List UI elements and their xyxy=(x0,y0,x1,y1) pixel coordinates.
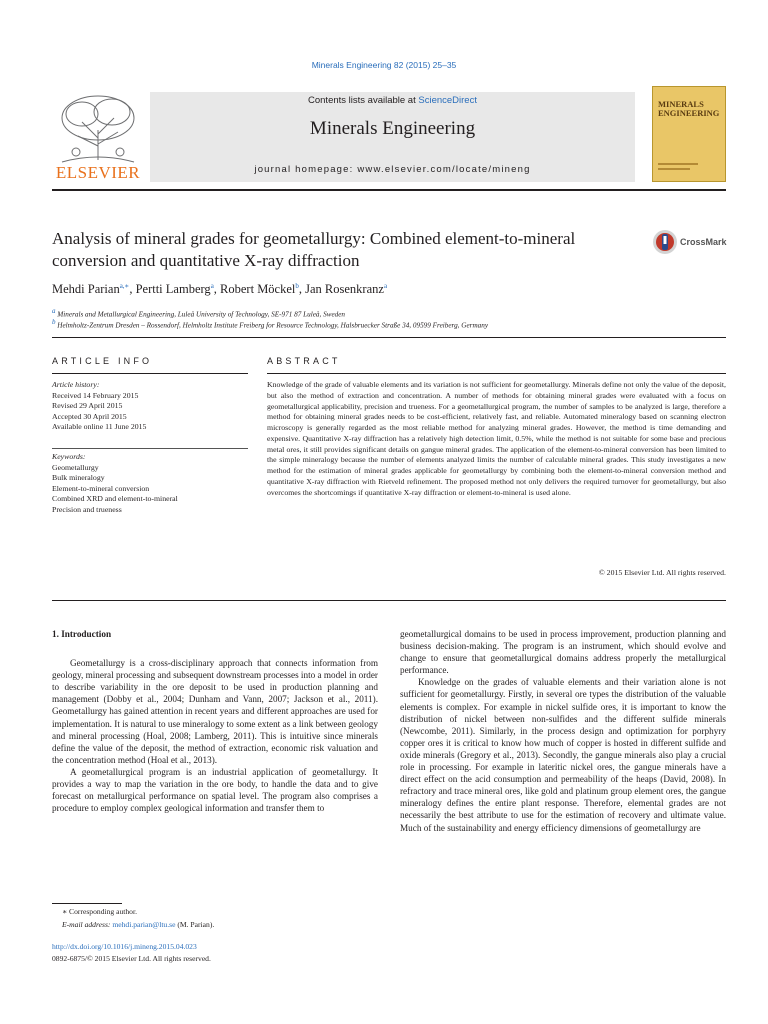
article-title: Analysis of mineral grades for geometallurgy: Combined element-to-mineral conversion and quantitative X-ray diffraction xyxy=(52,229,576,270)
article-info-heading: ARTICLE INFO xyxy=(52,356,153,366)
affiliation-marker: a xyxy=(52,307,56,315)
keywords-block xyxy=(52,452,248,516)
header-divider xyxy=(52,189,726,191)
author-affiliation-marker[interactable]: a xyxy=(210,282,214,290)
author-name[interactable]: Mehdi Parian xyxy=(52,282,120,297)
sciencedirect-link[interactable]: ScienceDirect xyxy=(418,95,477,106)
history-item: Received 14 February 2015 xyxy=(52,390,139,400)
author-name[interactable]: Pertti Lamberg xyxy=(135,282,211,297)
body-paragraph: geometallurgical domains to be used in process improvement, production planning and business decision-making. The program is an instrument, which should evolve and change to ensure that geometallurgical domains address properly the metallurgical performance. xyxy=(400,629,726,676)
keyword-item: Bulk mineralogy xyxy=(52,473,105,483)
issn-line: 0892-6875/© 2015 Elsevier Ltd. All rights reserved. xyxy=(52,954,211,963)
body-paragraph: Geometallurgy is a cross-disciplinary approach that connects information from geology, mineral processing and subsequent downstream processes into a model in order to describe variability in the ore deposit to be used in production planning and management (Dobby et al., 2004; Dunham and Vann, 2007; Jackson et al., 2011). Geometallurgy has gained attention in recent years and different approaches are used for implementation. It is natural to use mineralogy to some extent as a link between geology and mineral processing (Hoal, 2008; Lamberg, 2011). This is intuitive since minerals define the value of the deposit, the method of extraction, economic risk valuation and the concentration method (Hoal et al., 2013). xyxy=(52,658,378,765)
crossmark-icon[interactable] xyxy=(652,229,678,255)
cover-decoration xyxy=(658,163,698,165)
body-paragraph: Knowledge on the grades of valuable elements and their variation alone is not sufficient for geometallurgy. Firstly, in several ore types the distribution of the valuable elements is complex. For example in nickel sulfide ores, it is important to know the distribution of nickel between non-sulfides and the different sulfide minerals (Newcombe, 2011). Similarly, in the process design and optimization for porphyry copper ores it is critical to know how much of copper is hosted in different sulfide and oxide minerals (Gregory et al., 2013). Secondly, the gangue minerals also play a crucial role in processing. For example in lateritic nickel ores, the gangue minerals have a direct effect on the acid consumption and permeability of the heaps (David, 2008). In refractory and trace mineral ores, like gold and platinum group element ores, the gangue mineralogy defines the entire plant response. Therefore, elemental grades are not necessarily the best attribute to use for the estimation of recovery and ultimate value. Much of the sustainability and energy efficiency dimensions of geometallurgy are xyxy=(400,677,726,833)
doi-link[interactable]: http://dx.doi.org/10.1016/j.mineng.2015.04.023 xyxy=(52,942,197,951)
title-divider xyxy=(52,337,726,338)
affiliation-text: Minerals and Metallurgical Engineering, Luleå University of Technology, SE-971 87 Luleå, Sweden xyxy=(57,310,346,319)
body-column-left xyxy=(52,628,378,814)
keyword-item: Geometallurgy xyxy=(52,462,99,472)
keywords-rule xyxy=(52,448,248,449)
keyword-item: Precision and trueness xyxy=(52,504,122,514)
author-affiliation-marker[interactable]: b xyxy=(295,282,299,290)
body-column-right xyxy=(400,628,726,834)
corresponding-author-note: ∗ Corresponding author. xyxy=(62,907,137,916)
email-suffix: (M. Parian). xyxy=(177,920,215,929)
keyword-item: Combined XRD and element-to-mineral xyxy=(52,494,178,504)
abstract-heading: ABSTRACT xyxy=(267,356,341,366)
keyword-item: Element-to-mineral conversion xyxy=(52,483,150,493)
keywords-list xyxy=(52,463,248,516)
email-link[interactable]: mehdi.parian@ltu.se xyxy=(112,920,176,929)
affiliation-a xyxy=(52,307,345,318)
author-name[interactable]: Jan Rosenkranz xyxy=(305,282,384,297)
email-note xyxy=(62,920,214,929)
keywords-label: Keywords: xyxy=(52,452,86,461)
affiliation-text: Helmholtz-Zentrum Dresden – Rossendorf, Helmholtz Institute Freiberg for Resource Technology, Halsbruecker Straße 34, 09599 Freiberg, Germany xyxy=(57,321,489,330)
author-separator: , xyxy=(298,282,306,297)
affiliation-marker: b xyxy=(52,318,56,326)
author-separator: , xyxy=(129,282,136,297)
elsevier-wordmark: ELSEVIER xyxy=(55,163,141,182)
section-heading: 1. Introduction xyxy=(52,629,112,639)
abstract-text: Knowledge of the grade of valuable elements and its variation is not sufficient for geometallurgy. Minerals define not only the value of the deposit, but also the method of extraction and concentration. A number of methods for obtaining mineral grades were evaluated with a focus on geometallurgical applicability, precision and trueness. For a geometallurgical program, the number of samples to be analyzed is large, therefore a method for obtaining mineral grades needs to be cost-efficient, relatively fast, and reliable. Automated mineralogy based on scanning electron microscopy is generally regarded as the most reliable method for analyzing mineral grades. However, the method is time demanding and expensive. Quantitative X-ray diffraction has a relatively high detection limit, 0.5%, while the method is not suitable for some base and precious metal ores, it still provides significant details on gangue mineral grades. The application of the element-to-mineral conversion has been limited to the simple mineralogy because the number of elements analyzed limits the number of calculable mineral grades. This study investigates a new method for the estimation of mineral grades applicable for geometallurgy by combining both the element-to-mineral conversion method and quantitative X-ray diffraction with Rietveld refinement. The proposed method not only delivers the required turnover for geometallurgy, but also overcomes the shortcomings if quantitative X-ray diffraction or element-to-mineral is used alone. xyxy=(267,380,726,497)
article-info-rule xyxy=(52,373,248,374)
article-history xyxy=(52,380,248,433)
email-label: E-mail address: xyxy=(62,920,111,929)
cover-decoration xyxy=(658,168,690,170)
abstract-copyright: © 2015 Elsevier Ltd. All rights reserved. xyxy=(598,568,726,577)
contents-line xyxy=(150,95,635,106)
crossmark-label[interactable]: CrossMark xyxy=(680,237,727,247)
abstract-divider xyxy=(52,600,726,601)
history-label: Article history: xyxy=(52,380,100,389)
author-list xyxy=(52,282,387,297)
author-name[interactable]: Robert Möckel xyxy=(220,282,296,297)
contents-prefix: Contents lists available at xyxy=(308,95,416,106)
cover-title: MINERALS ENGINEERING xyxy=(658,99,720,118)
footnote-rule xyxy=(52,903,122,904)
abstract-rule xyxy=(267,373,726,374)
author-affiliation-marker[interactable]: a,∗ xyxy=(119,282,130,290)
author-affiliation-marker[interactable]: a xyxy=(383,282,388,290)
author-separator: , xyxy=(213,282,221,297)
history-list xyxy=(52,391,248,433)
journal-name: Minerals Engineering xyxy=(309,118,476,139)
body-paragraph: A geometallurgical program is an industrial application of geometallurgy. It provides a way to map the variation in the ore body, to handle the data and to give forecast on metallurgical performance on spatial level. The program also comprises a procedure to employ complex geological information and transfer them to xyxy=(52,766,378,814)
journal-homepage[interactable]: journal homepage: www.elsevier.com/locate/mineng xyxy=(254,164,531,175)
history-item: Revised 29 April 2015 xyxy=(52,401,123,411)
journal-citation[interactable]: Minerals Engineering 82 (2015) 25–35 xyxy=(311,60,457,70)
affiliation-b xyxy=(52,318,488,329)
history-item: Available online 11 June 2015 xyxy=(52,422,147,432)
history-item: Accepted 30 April 2015 xyxy=(52,411,127,421)
